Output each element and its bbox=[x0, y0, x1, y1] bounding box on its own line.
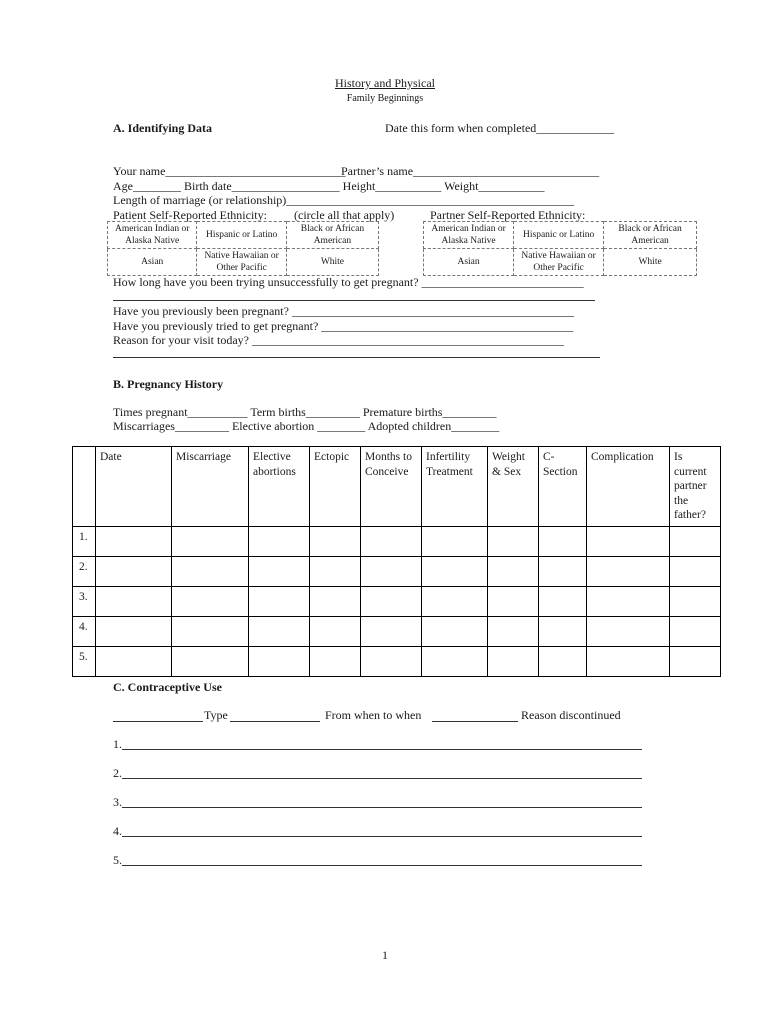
column-header-ectopic: Ectopic bbox=[310, 447, 361, 527]
contraceptive-row-line[interactable] bbox=[122, 749, 642, 750]
table-cell[interactable] bbox=[310, 526, 361, 556]
row-number: 2. bbox=[73, 556, 96, 586]
eth-option-black[interactable]: Black or African American bbox=[286, 222, 378, 249]
marriage-length-field[interactable]: Length of marriage (or relationship)________________________________________________ bbox=[113, 193, 575, 207]
partner-eth-option-native-hawaiian[interactable]: Native Hawaiian or Other Pacific bbox=[514, 249, 604, 276]
table-cell[interactable] bbox=[249, 586, 310, 616]
eth-option-white[interactable]: White bbox=[286, 249, 378, 276]
table-cell[interactable] bbox=[172, 526, 249, 556]
column-header-miscarriage: Miscarriage bbox=[172, 447, 249, 527]
table-cell[interactable] bbox=[488, 646, 539, 676]
page-title: History and Physical bbox=[335, 76, 435, 90]
table-cell[interactable] bbox=[96, 646, 172, 676]
table-cell[interactable] bbox=[587, 646, 670, 676]
trying-duration-field[interactable]: How long have you been trying unsuccessfully to get pregnant? ___________________________ bbox=[113, 275, 584, 289]
row-number: 3. bbox=[73, 586, 96, 616]
table-cell[interactable] bbox=[172, 556, 249, 586]
row-number: 5. bbox=[73, 646, 96, 676]
table-cell[interactable] bbox=[422, 586, 488, 616]
table-cell[interactable] bbox=[539, 586, 587, 616]
table-cell[interactable] bbox=[249, 526, 310, 556]
table-cell[interactable] bbox=[488, 526, 539, 556]
table-cell[interactable] bbox=[310, 646, 361, 676]
table-cell[interactable] bbox=[670, 616, 721, 646]
header-rule bbox=[113, 721, 203, 722]
table-cell[interactable] bbox=[539, 616, 587, 646]
page-subtitle: Family Beginnings bbox=[346, 93, 424, 104]
table-cell[interactable] bbox=[539, 646, 587, 676]
table-row bbox=[73, 526, 721, 556]
column-header-weight-sex: Weight & Sex bbox=[488, 447, 539, 527]
table-cell[interactable] bbox=[670, 556, 721, 586]
eth-option-asian[interactable]: Asian bbox=[108, 249, 197, 276]
column-header-number bbox=[73, 447, 96, 527]
table-cell[interactable] bbox=[488, 556, 539, 586]
partner-eth-option-white[interactable]: White bbox=[604, 249, 697, 276]
pregnancy-counts-line-1[interactable]: Times pregnant__________ Term births_________ Premature births_________ bbox=[113, 405, 497, 419]
table-cell[interactable] bbox=[96, 616, 172, 646]
table-cell[interactable] bbox=[422, 526, 488, 556]
eth-option-hispanic[interactable]: Hispanic or Latino bbox=[197, 222, 286, 249]
column-header-complication: Complication bbox=[587, 447, 670, 527]
header-rule bbox=[432, 721, 518, 722]
table-cell[interactable] bbox=[670, 646, 721, 676]
table-cell[interactable] bbox=[361, 616, 422, 646]
column-header-elective-abortions: Elective abortions bbox=[249, 447, 310, 527]
table-cell[interactable] bbox=[172, 586, 249, 616]
table-cell[interactable] bbox=[587, 526, 670, 556]
column-header-type: Type bbox=[204, 708, 228, 722]
table-cell[interactable] bbox=[539, 556, 587, 586]
pregnancy-history-table bbox=[72, 446, 721, 677]
table-cell[interactable] bbox=[361, 586, 422, 616]
answer-line[interactable] bbox=[113, 357, 600, 358]
visit-reason-field[interactable]: Reason for your visit today? ____________________________________________________ bbox=[113, 333, 564, 347]
contraceptive-row-number: 2. bbox=[113, 766, 122, 780]
contraceptive-row-number: 3. bbox=[113, 795, 122, 809]
table-cell[interactable] bbox=[172, 646, 249, 676]
table-row bbox=[73, 646, 721, 676]
age-birth-height-weight-fields[interactable]: Age________ Birth date__________________ Height___________ Weight___________ bbox=[113, 179, 545, 193]
partner-eth-option-black[interactable]: Black or African American bbox=[604, 222, 697, 249]
contraceptive-row-line[interactable] bbox=[122, 807, 642, 808]
table-cell[interactable] bbox=[96, 526, 172, 556]
page-number: 1 bbox=[382, 948, 388, 962]
partner-eth-option-hispanic[interactable]: Hispanic or Latino bbox=[514, 222, 604, 249]
table-cell[interactable] bbox=[670, 586, 721, 616]
table-cell[interactable] bbox=[587, 556, 670, 586]
column-header-from-when: From when to when bbox=[325, 708, 422, 722]
table-header-row bbox=[73, 447, 721, 527]
contraceptive-row-number: 1. bbox=[113, 737, 122, 751]
column-header-infertility-treatment: Infertility Treatment bbox=[422, 447, 488, 527]
column-header-partner-father: Is current partner the father? bbox=[670, 447, 721, 527]
partner-name-field[interactable]: Partner’s name_______________________________ bbox=[341, 164, 600, 178]
contraceptive-row-line[interactable] bbox=[122, 778, 642, 779]
eth-option-native-hawaiian[interactable]: Native Hawaiian or Other Pacific bbox=[197, 249, 286, 276]
table-cell[interactable] bbox=[249, 646, 310, 676]
contraceptive-row-line[interactable] bbox=[122, 865, 642, 866]
table-row bbox=[73, 616, 721, 646]
partner-ethnicity-label: Partner Self-Reported Ethnicity: bbox=[430, 208, 586, 222]
date-completed-field[interactable]: Date this form when completed_____________ bbox=[385, 121, 615, 135]
partner-ethnicity-grid bbox=[423, 221, 697, 276]
table-cell[interactable] bbox=[488, 616, 539, 646]
circle-all-note: (circle all that apply) bbox=[294, 208, 395, 222]
section-c-heading: C. Contraceptive Use bbox=[113, 680, 222, 694]
table-cell[interactable] bbox=[96, 586, 172, 616]
table-cell[interactable] bbox=[310, 556, 361, 586]
header-rule bbox=[230, 721, 320, 722]
table-cell[interactable] bbox=[539, 526, 587, 556]
pregnancy-counts-line-2[interactable]: Miscarriages_________ Elective abortion ________ Adopted children________ bbox=[113, 419, 500, 433]
table-cell[interactable] bbox=[172, 616, 249, 646]
column-header-date: Date bbox=[96, 447, 172, 527]
table-cell[interactable] bbox=[422, 646, 488, 676]
your-name-field[interactable]: Your name______________________________ bbox=[113, 164, 346, 178]
patient-ethnicity-label: Patient Self-Reported Ethnicity: bbox=[113, 208, 267, 222]
partner-eth-option-asian[interactable]: Asian bbox=[424, 249, 514, 276]
table-cell[interactable] bbox=[488, 586, 539, 616]
section-b-heading: B. Pregnancy History bbox=[113, 377, 224, 391]
table-cell[interactable] bbox=[361, 556, 422, 586]
table-cell[interactable] bbox=[422, 616, 488, 646]
column-header-c-section: C-Section bbox=[539, 447, 587, 527]
partner-eth-option-american-indian[interactable]: American Indian or Alaska Native bbox=[424, 222, 514, 249]
column-header-months-to-conceive: Months to Conceive bbox=[361, 447, 422, 527]
table-cell[interactable] bbox=[422, 556, 488, 586]
table-cell[interactable] bbox=[361, 526, 422, 556]
table-cell[interactable] bbox=[249, 616, 310, 646]
section-a-heading: A. Identifying Data bbox=[113, 121, 213, 135]
table-row bbox=[73, 586, 721, 616]
table-cell[interactable] bbox=[587, 616, 670, 646]
previously-tried-field[interactable]: Have you previously tried to get pregnant? __________________________________________ bbox=[113, 319, 574, 333]
contraceptive-row-number: 5. bbox=[113, 853, 122, 867]
contraceptive-row-number: 4. bbox=[113, 824, 122, 838]
row-number: 1. bbox=[73, 526, 96, 556]
table-cell[interactable] bbox=[249, 556, 310, 586]
column-header-reason: Reason discontinued bbox=[521, 708, 621, 722]
answer-line[interactable] bbox=[113, 300, 595, 301]
row-number: 4. bbox=[73, 616, 96, 646]
table-cell[interactable] bbox=[310, 616, 361, 646]
table-cell[interactable] bbox=[670, 526, 721, 556]
previously-pregnant-field[interactable]: Have you previously been pregnant? _______________________________________________ bbox=[113, 304, 574, 318]
table-cell[interactable] bbox=[587, 586, 670, 616]
patient-ethnicity-grid bbox=[107, 221, 379, 276]
table-cell[interactable] bbox=[96, 556, 172, 586]
table-row bbox=[73, 556, 721, 586]
contraceptive-row-line[interactable] bbox=[122, 836, 642, 837]
eth-option-american-indian[interactable]: American Indian or Alaska Native bbox=[108, 222, 197, 249]
table-cell[interactable] bbox=[361, 646, 422, 676]
table-cell[interactable] bbox=[310, 586, 361, 616]
